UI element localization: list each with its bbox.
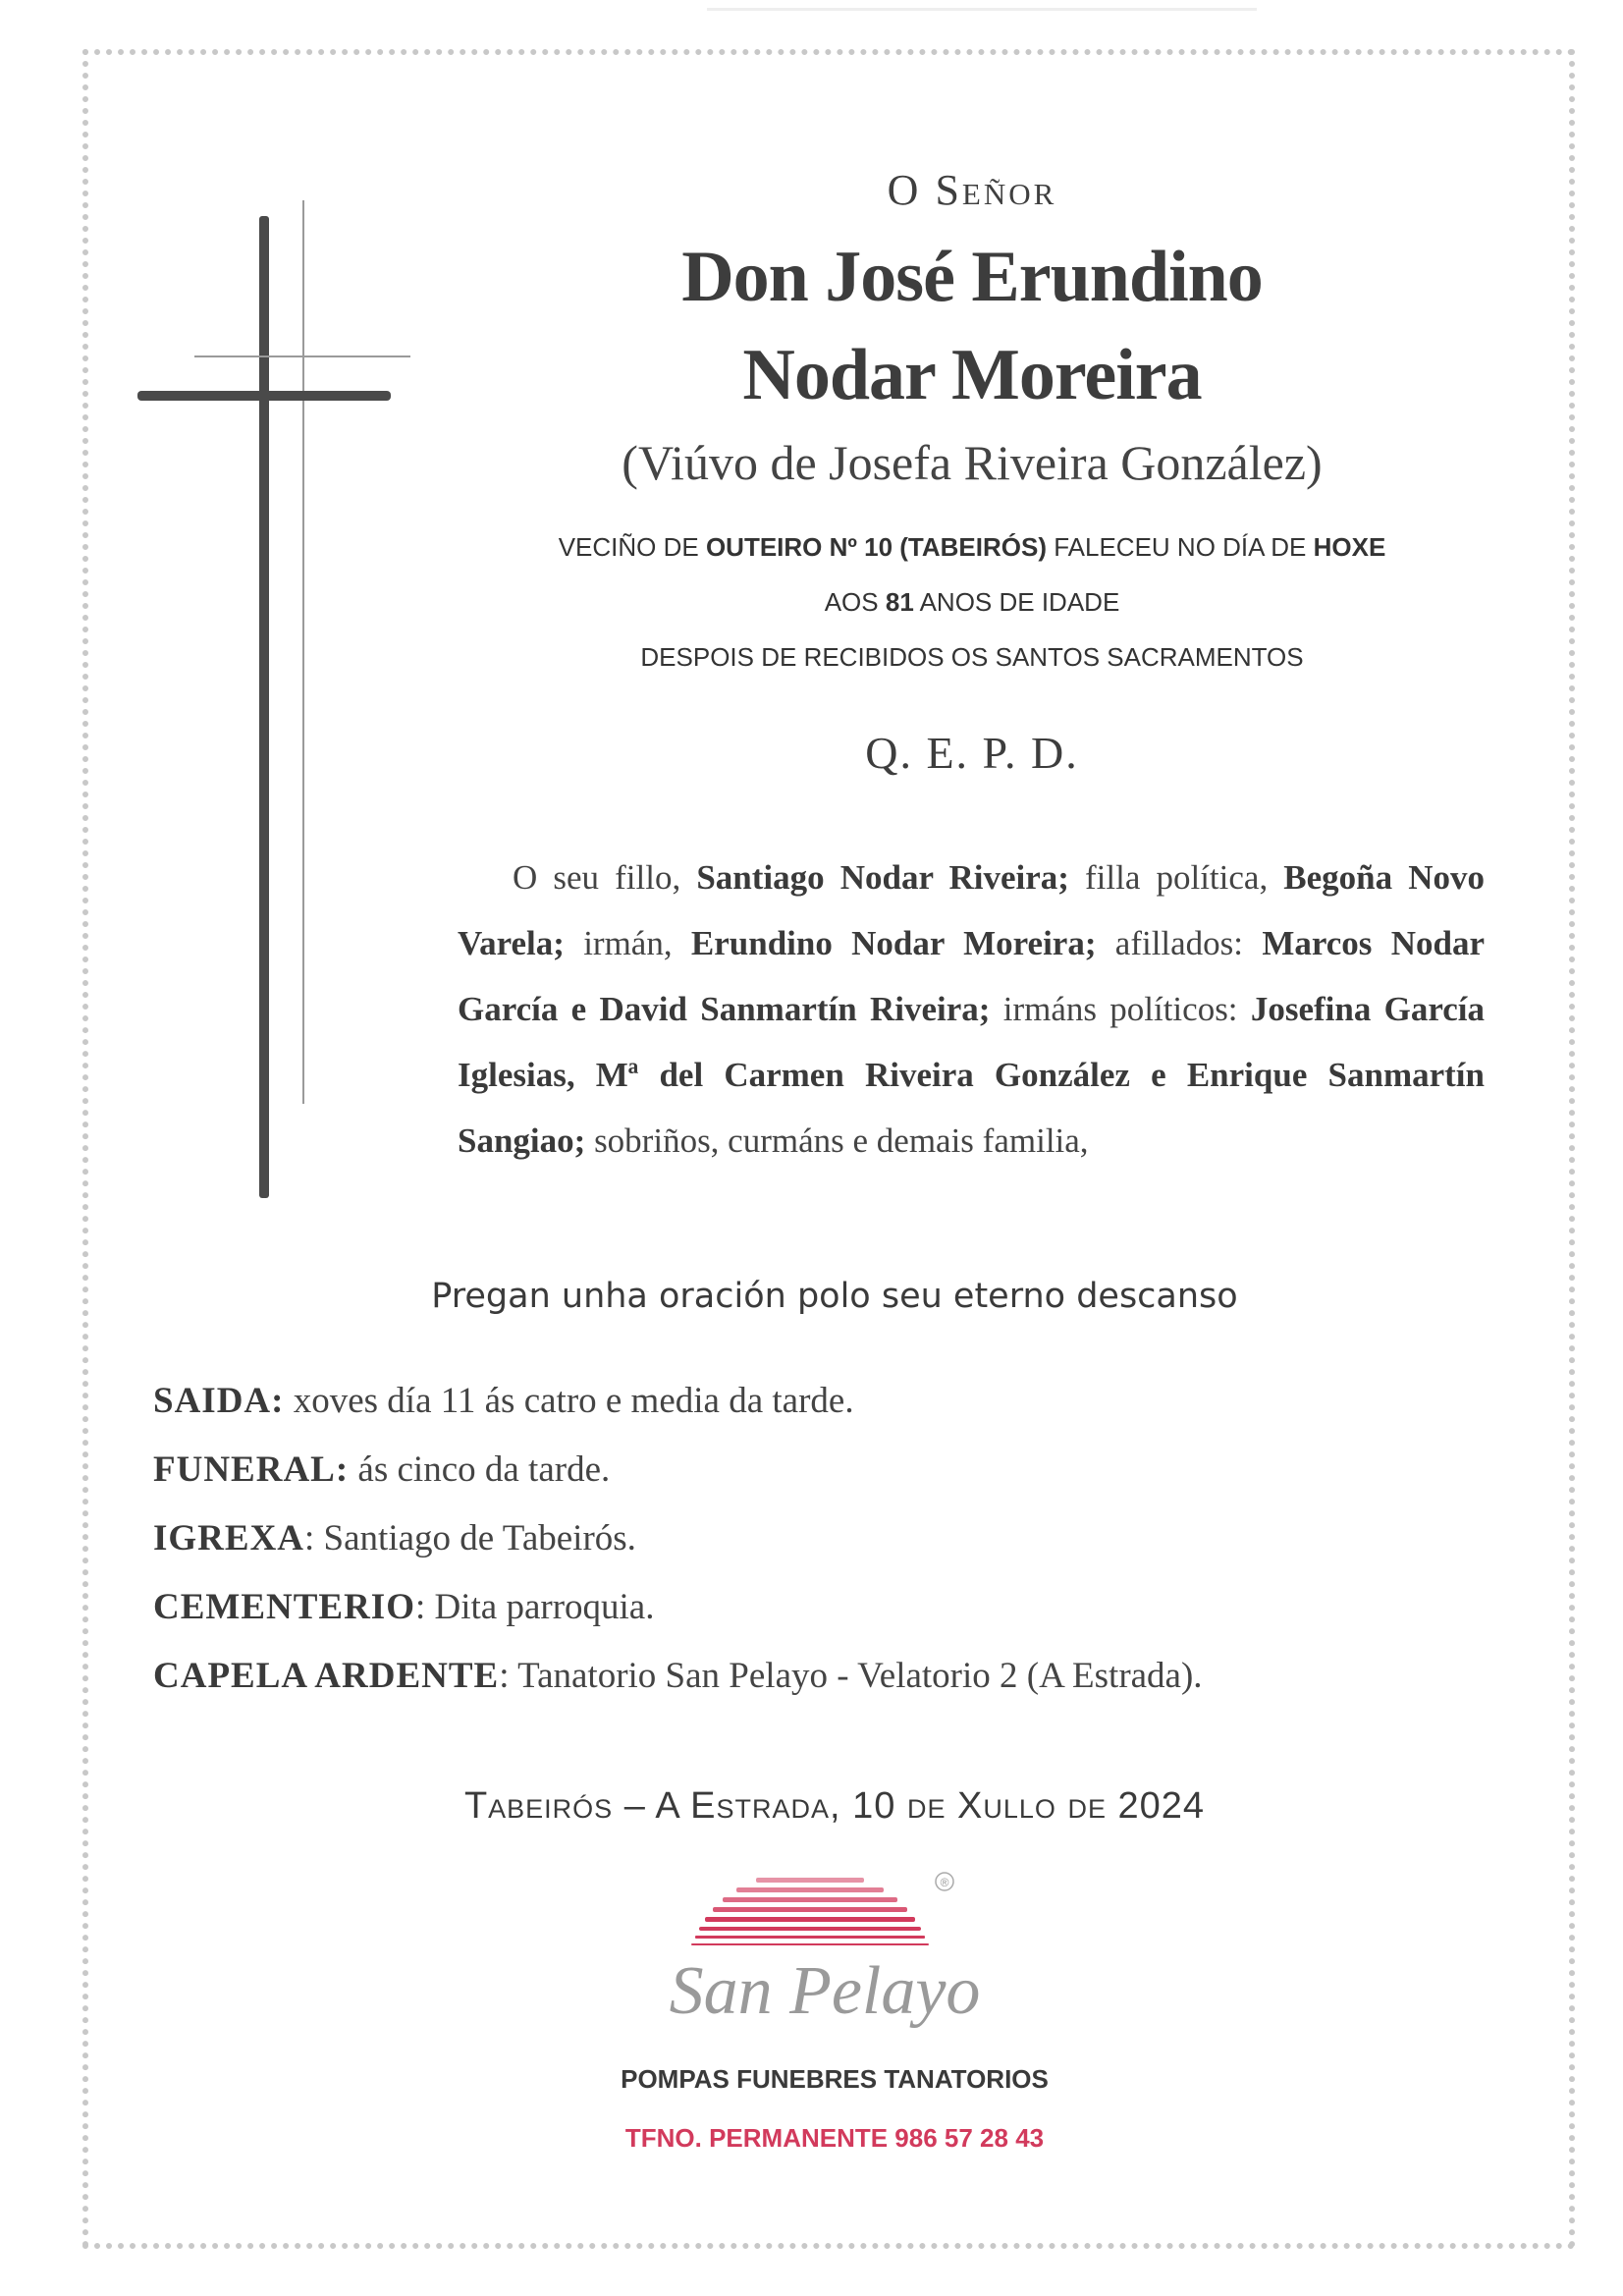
detail-row-saida: [153, 1367, 1528, 1436]
funeral-details: [153, 1367, 1528, 1711]
detail-label: CEMENTERIO: [153, 1587, 415, 1627]
family-name: Josefina García Iglesias, Mª del Carmen Riveira González e Enrique Sanmartín Sangiao;: [458, 990, 1485, 1160]
family-name: Erundino Nodar Moreira;: [690, 924, 1097, 962]
info-text: ANOS DE IDADE: [913, 587, 1120, 617]
family-text: O seu fillo,: [513, 858, 697, 897]
info-age-line: [432, 587, 1512, 618]
title-senor: O Señor: [887, 166, 1057, 214]
family-text: filla política,: [1068, 858, 1284, 897]
san-pelayo-logo: [668, 1866, 992, 2062]
info-text: VECIÑO DE: [558, 532, 706, 562]
deceased-name-line2: Nodar Moreira: [742, 335, 1202, 415]
detail-row-igrexa: [153, 1504, 1528, 1573]
detail-value: : Santiago de Tabeirós.: [304, 1518, 636, 1558]
detail-label: SAIDA:: [153, 1381, 285, 1421]
info-address: OUTEIRO Nº 10 (TABEIRÓS): [705, 532, 1047, 562]
detail-row-funeral: [153, 1436, 1528, 1504]
family-text: afillados:: [1096, 924, 1263, 962]
family-text: irmán,: [564, 924, 691, 962]
detail-value: : Dita parroquia.: [414, 1587, 655, 1627]
qepd-text: Q. E. P. D.: [865, 728, 1079, 778]
widow-of-line: (Viúvo de Josefa Riveira González): [622, 435, 1323, 490]
family-name: Begoña Novo Varela;: [458, 858, 1486, 962]
company-name: POMPAS FUNEBRES TANATORIOS: [621, 2064, 1049, 2094]
info-residence-line: [432, 532, 1512, 563]
info-day: HOXE: [1313, 532, 1386, 562]
info-age: 81: [885, 587, 914, 617]
info-sacraments-line: DESPOIS DE RECIBIDOS OS SANTOS SACRAMENTOS: [640, 642, 1304, 672]
prayer-line: Pregan unha oración polo seu eterno descanso: [431, 1277, 1238, 1316]
detail-value: : Tanatorio San Pelayo - Velatorio 2 (A Estrada).: [499, 1656, 1203, 1696]
top-scan-line: [707, 8, 1257, 11]
registered-mark: ®: [940, 1876, 949, 1889]
family-name: Marcos Nodar García e David Sanmartín Riveira;: [458, 924, 1485, 1028]
logo-text: San Pelayo: [669, 1953, 981, 2029]
place-date-line: Tabeirós – A Estrada, 10 de Xullo de 2024: [463, 1785, 1206, 1827]
deceased-name-line1: Don José Erundino: [681, 237, 1263, 317]
detail-row-cementerio: [153, 1573, 1528, 1642]
detail-label: IGREXA: [153, 1518, 305, 1558]
family-text: sobriños, curmáns e demais familia,: [585, 1121, 1089, 1160]
family-paragraph: [458, 845, 1485, 1174]
detail-label: FUNERAL:: [153, 1449, 350, 1490]
detail-value: ás cinco da tarde.: [349, 1449, 611, 1490]
phone-number: TFNO. PERMANENTE 986 57 28 43: [624, 2123, 1045, 2153]
family-text: irmáns políticos:: [990, 990, 1251, 1028]
family-name: Santiago Nodar Riveira;: [696, 858, 1069, 897]
info-text: FALECEU NO DÍA DE: [1046, 532, 1314, 562]
detail-value: xoves día 11 ás catro e media da tarde.: [284, 1381, 854, 1421]
detail-label: CAPELA ARDENTE: [153, 1656, 500, 1696]
info-text: AOS: [824, 587, 886, 617]
cross-icon: [137, 196, 422, 1208]
detail-row-capela: [153, 1642, 1528, 1711]
